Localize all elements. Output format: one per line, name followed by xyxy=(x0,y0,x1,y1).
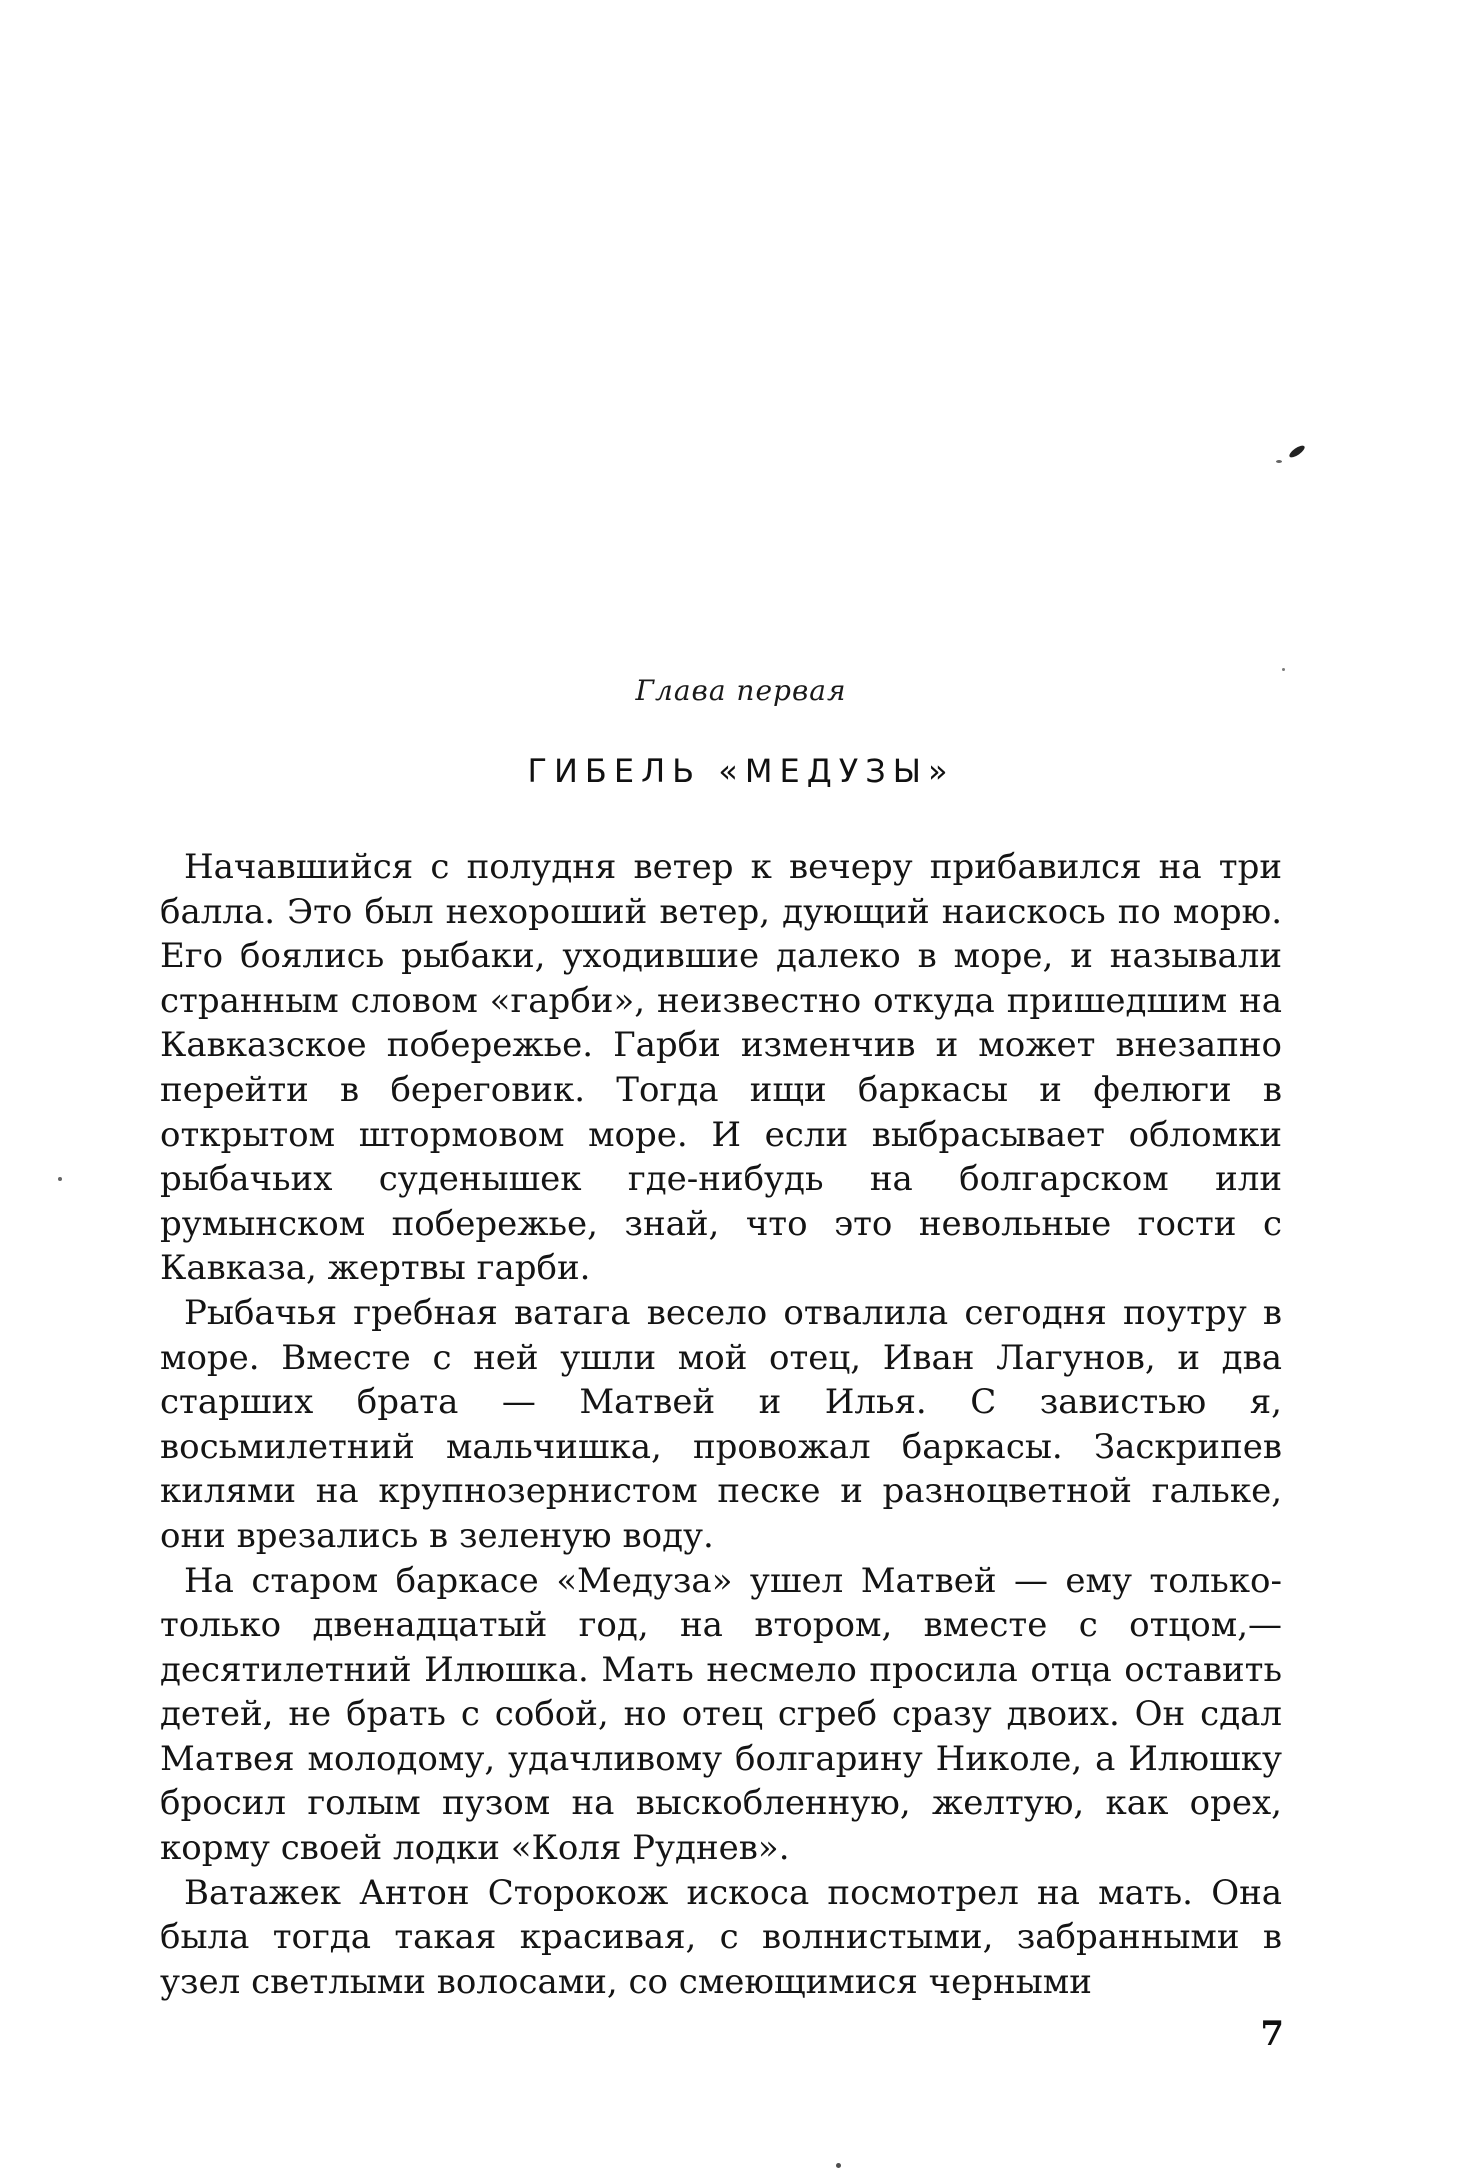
paragraph: Начавшийся с полудня ветер к вечеру прибавился на три балла. Это был нехороший ветер, дующий наискось по морю. Его боялись рыбаки, уходившие далеко в море, и называли странным словом «гарби», неизвестно откуда пришедшим на Кавказское побережье. Гарби изменчив и может внезапно перейти в береговик. Тогда ищи баркасы и фелюги в открытом штормовом море. И если выбрасывает обломки рыбачьих суденышек где-нибудь на болгарском или румынском побережье, знай, что это невольные гости с Кавказа, жертвы гарби. xyxy=(160,847,1282,1289)
scan-speck xyxy=(1282,668,1285,671)
scan-speck xyxy=(836,2163,841,2168)
chapter-body xyxy=(160,845,1282,2004)
paragraph: Ватажек Антон Сторокож искоса посмотрел на мать. Она была тогда такая красивая, с волнистыми, забранными в узел светлыми волосами, со смеющимися черными xyxy=(160,1872,1282,2002)
chapter-label: Глава первая xyxy=(635,674,847,707)
paragraph: На старом баркасе «Медуза» ушел Матвей — ему только-только двенадцатый год, на втором, вместе с отцом,— десятилетний Илюшка. Мать несмело просила отца оставить детей, не брать с собой, но отец сгреб сразу двоих. Он сдал Матвея молодому, удачливому болгарину Николе, а Илюшку бросил голым пузом на выскобленную, желтую, как орех, корму своей лодки «Коля Руднев». xyxy=(160,1560,1282,1869)
paragraph: Рыбачья гребная ватага весело отвалила сегодня поутру в море. Вместе с ней ушли мой отец, Иван Лагунов, и два старших брата — Матвей и Илья. С завистью я, восьмилетний мальчишка, провожал баркасы. Заскрипев килями на крупнозернистом песке и разноцветной гальке, они врезались в зеленую воду. xyxy=(160,1292,1282,1556)
scan-speck xyxy=(1288,443,1307,459)
scan-speck xyxy=(1276,460,1282,463)
chapter-title: ГИБЕЛЬ «МЕДУЗЫ» xyxy=(527,752,955,790)
page-number: 7 xyxy=(1260,2014,1284,2054)
scan-speck xyxy=(58,1177,62,1181)
